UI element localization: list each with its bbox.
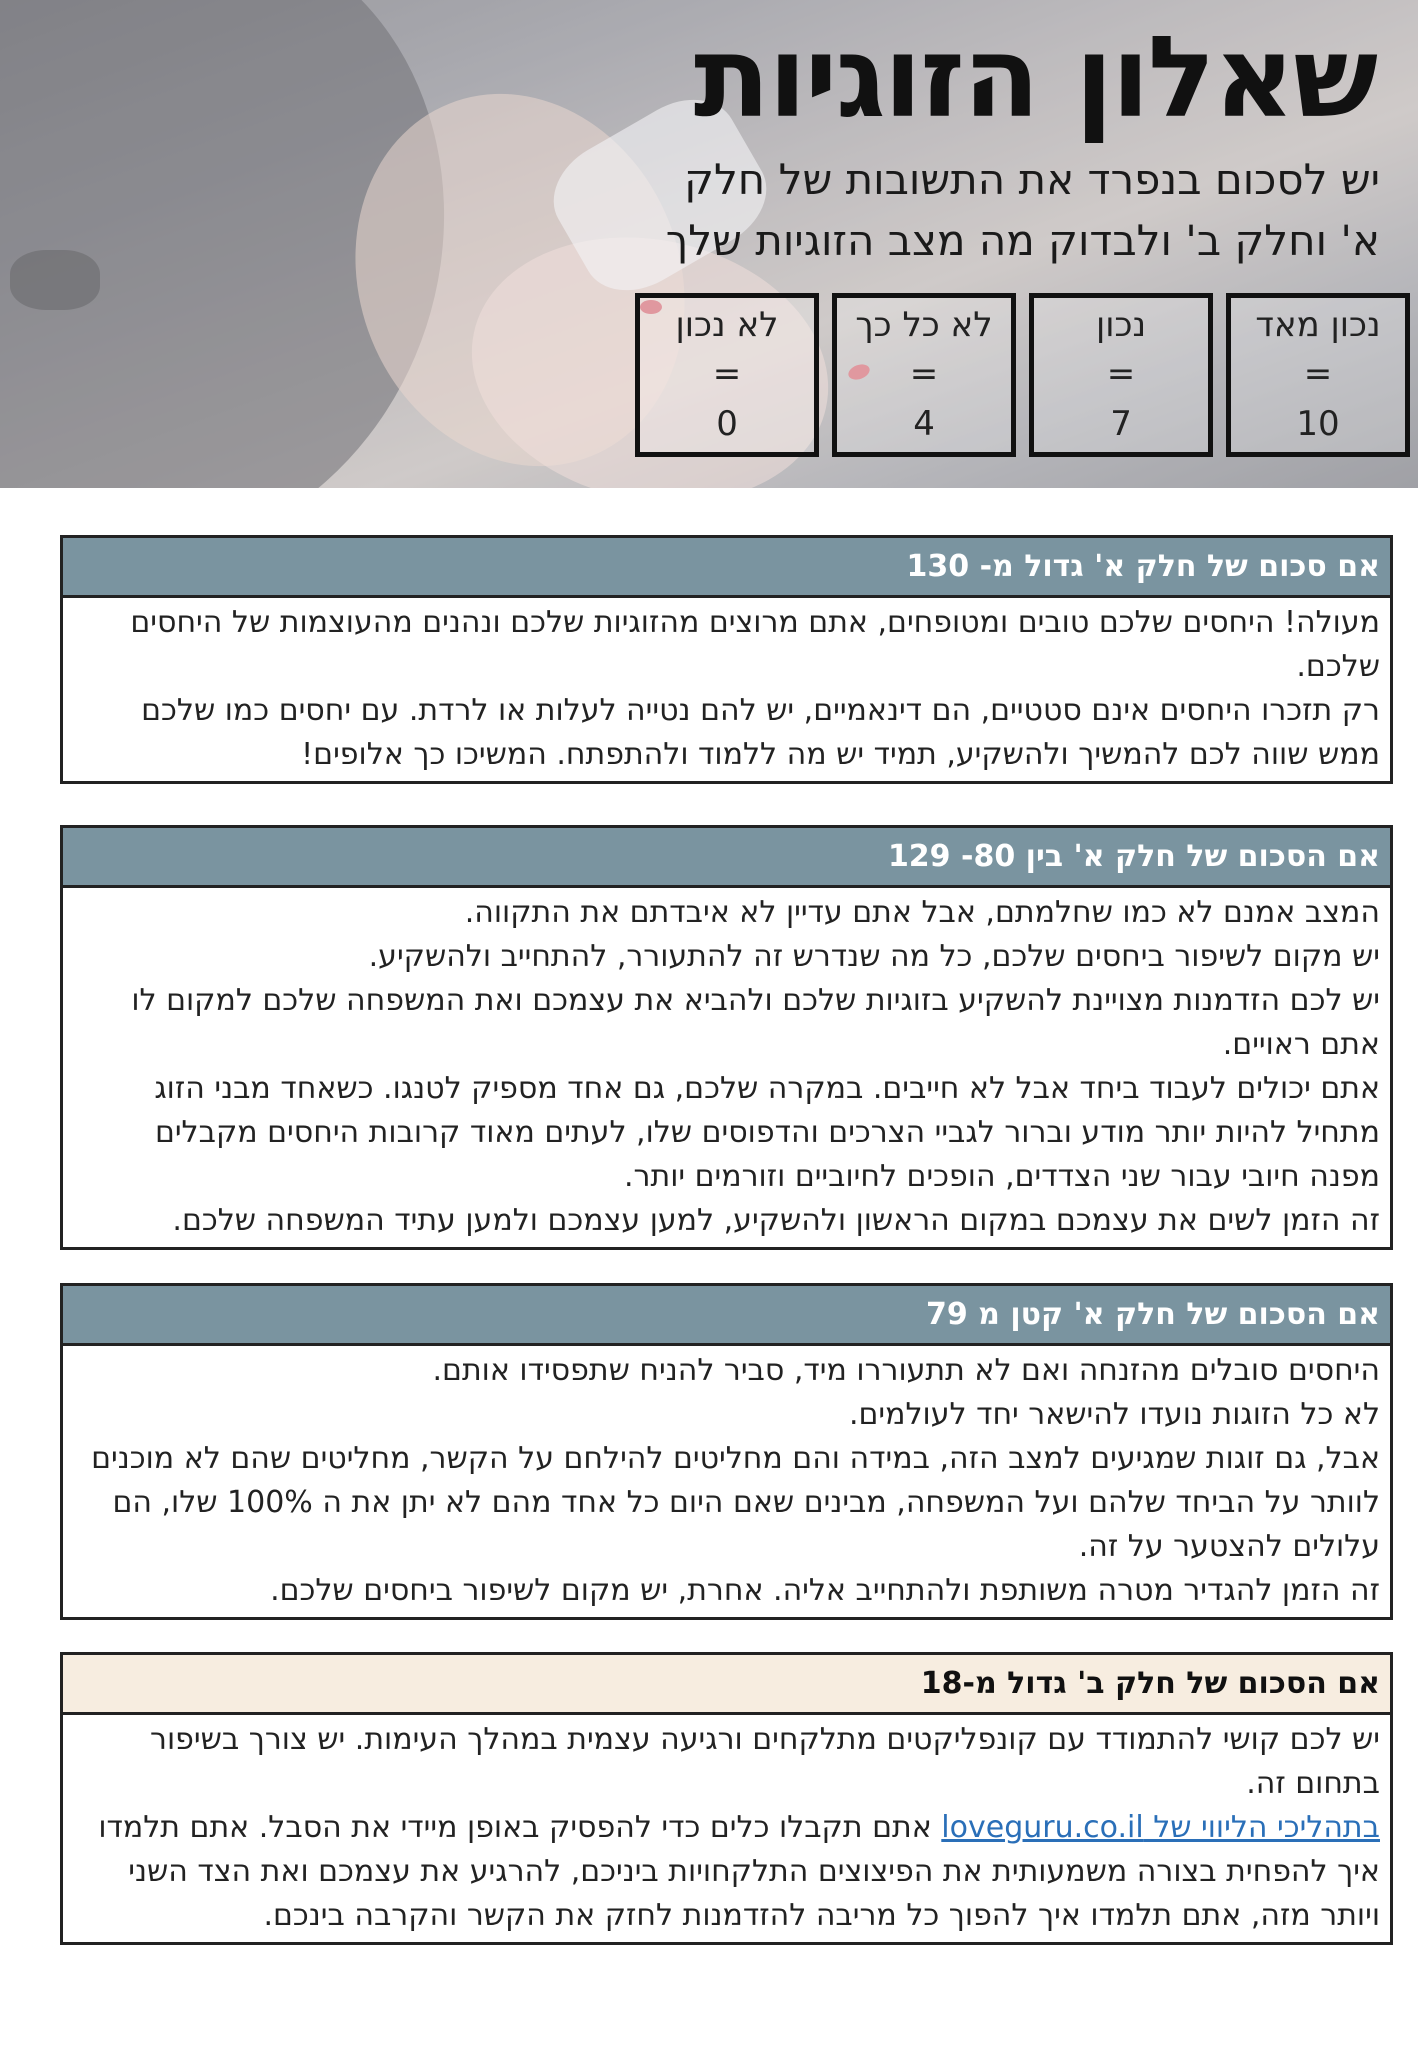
section-heading: אם הסכום של חלק א' קטן מ 79 xyxy=(63,1286,1390,1346)
section-body xyxy=(63,1346,1390,1617)
result-section-over-130 xyxy=(60,535,1393,784)
section-heading: אם הסכום של חלק ב' גדול מ-18 xyxy=(63,1655,1390,1715)
section-body xyxy=(63,888,1390,1247)
page-subtitle xyxy=(560,150,1380,272)
section-body xyxy=(63,598,1390,781)
scale-value: 0 xyxy=(716,403,738,444)
scale-item-true xyxy=(1029,293,1213,457)
section-paragraph: רק תזכרו היחסים אינם סטטיים, הם דינאמיים, יש להם נטייה לעלות או לרדת. עם יחסים כמו שלכם ממש שווה לכם להמשיך ולהשקיע, תמיד יש מה ללמוד ולהתפתח. המשיכו כך אלופים! xyxy=(141,693,1380,772)
scale-equals: = xyxy=(1303,354,1333,395)
page-title: שאלון הזוגיות xyxy=(693,13,1376,143)
section-heading: אם הסכום של חלק א' בין 80- 129 xyxy=(63,828,1390,888)
section-heading: אם סכום של חלק א' גדול מ- 130 xyxy=(63,538,1390,598)
section-paragraph: אבל, גם זוגות שמגיעים למצב הזה, במידה והם מחליטים להילחם על הקשר, מחליטים שהם לא מוכנים לוותר על הביחד שלהם ועל המשפחה, מבינים שאם היום כל אחד מהם לא יתן את ה 100% שלו, הם עלולים להצטער על זה. xyxy=(91,1441,1380,1564)
section-paragraph: לא כל הזוגות נועדו להישאר יחד לעולמים. xyxy=(848,1397,1380,1432)
section-paragraph: יש לכם קושי להתמודד עם קונפליקטים מתלקחים ורגיעה עצמית במהלך העימות. יש צורך בשיפור בתחום זה. xyxy=(150,1722,1380,1801)
loveguru-link[interactable]: בתהליכי הליווי של loveguru.co.il xyxy=(941,1810,1380,1845)
scale-label: נכון מאד xyxy=(1255,305,1381,346)
scale-value: 7 xyxy=(1110,403,1132,444)
section-paragraph: זה הזמן לשים את עצמכם במקום הראשון ולהשקיע, למען עצמכם ולמען עתיד המשפחה שלכם. xyxy=(172,1203,1380,1238)
section-paragraph: זה הזמן להגדיר מטרה משותפת ולהתחייב אליה. אחרת, יש מקום לשיפור ביחסים שלכם. xyxy=(270,1573,1380,1608)
result-section-part-b-over-18 xyxy=(60,1652,1393,1945)
hero-banner xyxy=(0,0,1418,488)
section-paragraph: אתם יכולים לעבוד ביחד אבל לא חייבים. במקרה שלכם, גם אחד מספיק לטנגו. כשאחד מבני הזוג מתחיל להיות יותר מודע וברור לגביי הצרכים והדפוסים שלו, לעתים מאוד קרובות היחסים מקבלים מפנה חיובי עבור שני הצדדים, הופכים לחיוביים וזורמים יותר. xyxy=(154,1071,1380,1194)
scale-value: 4 xyxy=(913,403,935,444)
scale-item-very-true xyxy=(1226,293,1410,457)
result-section-80-129 xyxy=(60,825,1393,1250)
section-paragraph: מעולה! היחסים שלכם טובים ומטופחים, אתם מרוצים מהזוגיות שלכם ונהנים מהעוצמות של היחסים שלכם. xyxy=(130,605,1380,684)
scale-equals: = xyxy=(1106,354,1136,395)
scale-label: לא כל כך xyxy=(855,305,993,346)
scale-equals: = xyxy=(712,354,742,395)
scoring-scale xyxy=(635,293,1410,457)
scale-equals: = xyxy=(909,354,939,395)
section-paragraph: יש מקום לשיפור ביחסים שלכם, כל מה שנדרש זה להתעורר, להתחייב ולהשקיע. xyxy=(368,939,1380,974)
result-section-under-79 xyxy=(60,1283,1393,1620)
scale-value: 10 xyxy=(1296,403,1340,444)
section-paragraph: היחסים סובלים מהזנחה ואם לא תתעוררו מיד, סביר להניח שתפסידו אותם. xyxy=(432,1353,1380,1388)
section-body xyxy=(63,1715,1390,1942)
section-paragraph: יש לכם הזדמנות מצויינת להשקיע בזוגיות שלכם ולהביא את עצמכם ואת המשפחה שלכם למקום לו אתם ראויים. xyxy=(131,983,1380,1062)
subtitle-line: א' וחלק ב' ולבדוק מה מצב הזוגיות שלך xyxy=(665,215,1380,265)
scale-label: לא נכון xyxy=(675,305,779,346)
section-paragraph-with-link xyxy=(79,1806,1380,1938)
section-paragraph: המצב אמנם לא כמו שחלמתם, אבל אתם עדיין לא איבדתם את התקווה. xyxy=(464,895,1380,930)
scale-label: נכון xyxy=(1095,305,1147,346)
subtitle-line: יש לסכום בנפרד את התשובות של חלק xyxy=(684,155,1380,204)
section-text: אתם תקבלו כלים כדי להפסיק באופן מיידי את הסבל. אתם תלמדו איך להפחית בצורה משמעותית את הפיצוצים התלקחויות ביניכם, להרגיע את עצמכם ואת הצד השני ויותר מזה, אתם תלמדו איך להפוך כל מריבה להזדמנות לחזק את הקשר והקרבה בינכם. xyxy=(98,1810,1380,1933)
scale-item-not-true xyxy=(635,293,819,457)
scale-item-not-so-much xyxy=(832,293,1016,457)
